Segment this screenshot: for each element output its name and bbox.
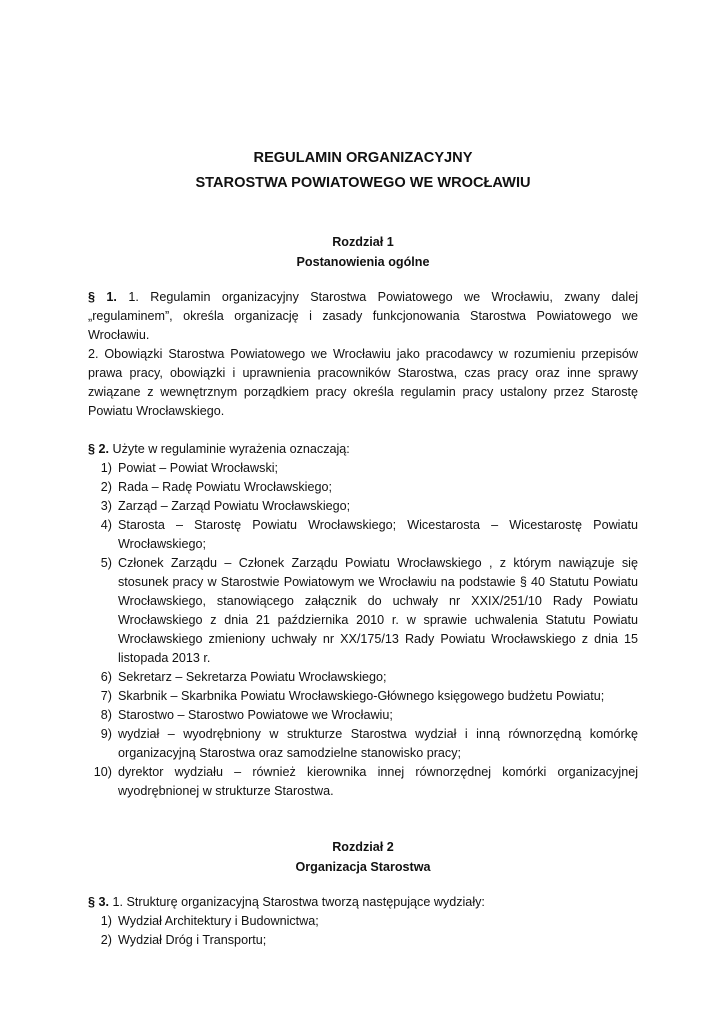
section-1-text-1: 1. Regulamin organizacyjny Starostwa Powiatowego we Wrocławiu, zwany dalej „regulaminem”, określa organizację i zasady funkcjonowania Starostwa Powiatowego we Wrocławiu.: [88, 290, 638, 342]
list-item: 1) Powiat – Powiat Wrocławski;: [100, 461, 279, 475]
list-item: 2) Wydział Dróg i Transportu;: [100, 933, 267, 947]
section-1-paragraph-1: [88, 288, 638, 345]
chapter-1-heading: [88, 232, 638, 272]
list-item: 3) Zarząd – Zarząd Powiatu Wrocławskiego;: [100, 499, 351, 513]
section-1-mark: § 1.: [88, 290, 117, 304]
definitions-list: [88, 459, 638, 801]
title-line-2: STAROSTWA POWIATOWEGO WE WROCŁAWIU: [195, 175, 531, 191]
section-2: [88, 440, 638, 801]
section-2-mark: § 2.: [88, 442, 110, 456]
section-3: [88, 893, 638, 950]
chapter-1-name: Postanowienia ogólne: [296, 255, 430, 269]
departments-list: [88, 912, 638, 950]
list-item: 7) Skarbnik – Skarbnika Powiatu Wrocławskiego-Głównego księgowego budżetu Powiatu;: [100, 689, 605, 703]
section-1-paragraph-2: 2. Obowiązki Starostwa Powiatowego we Wrocławiu jako pracodawcy w rozumieniu przepisów prawa pracy, obowiązki i uprawnienia pracowników Starostwa, czas pracy oraz inne sprawy związane z wewnętrznym porządkiem pracy określa regulamin pracy ustalony przez Starostę Powiatu Wrocławskiego.: [88, 347, 638, 418]
section-1: [88, 288, 638, 421]
list-item: 4) Starosta – Starostę Powiatu Wrocławskiego; Wicestarosta – Wicestarostę Powiatu Wrocławskiego;: [100, 518, 638, 551]
list-item: 5) Członek Zarządu – Członek Zarządu Powiatu Wrocławskiego , z którym nawiązuje się stosunek pracy w Starostwie Powiatowym we Wrocławiu na podstawie § 40 Statutu Powiatu Wrocławskiego, stanowiącego załącznik do uchwały nr XXIX/251/10 Rady Powiatu Wrocławskiego z dnia 21 października 2010 r. w sprawie uchwalenia Statutu Powiatu Wrocławskiego zmieniony uchwały nr XX/175/13 Rady Powiatu Wrocławskiego z dnia 15 listopada 2013 r.: [100, 556, 638, 665]
chapter-2-label: Rozdział 2: [332, 840, 394, 854]
list-item: 6) Sekretarz – Sekretarza Powiatu Wrocławskiego;: [100, 670, 387, 684]
list-item: 8) Starostwo – Starostwo Powiatowe we Wrocławiu;: [100, 708, 393, 722]
list-item: 1) Wydział Architektury i Budownictwa;: [100, 914, 319, 928]
document-title: [88, 146, 638, 196]
section-2-intro-text: Użyte w regulaminie wyrażenia oznaczają:: [109, 442, 350, 456]
chapter-1-label: Rozdział 1: [332, 235, 394, 249]
list-item: 2) Rada – Radę Powiatu Wrocławskiego;: [100, 480, 332, 494]
list-item: 10) dyrektor wydziału – również kierownika innej równorzędnej komórki organizacyjnej wyodrębnionej w strukturze Starostwa.: [93, 765, 638, 798]
document-body: [88, 146, 638, 950]
section-2-intro: [88, 440, 638, 459]
chapter-2-heading: [88, 837, 638, 877]
list-item: 9) wydział – wyodrębniony w strukturze Starostwa wydział i inną równorzędną komórkę organizacyjną Starostwa oraz samodzielne stanowisko pracy;: [100, 727, 638, 760]
section-3-mark: § 3.: [88, 895, 110, 909]
chapter-2-name: Organizacja Starostwa: [295, 860, 431, 874]
title-line-1: REGULAMIN ORGANIZACYJNY: [253, 150, 473, 166]
section-3-intro: [88, 893, 638, 912]
section-3-intro-text: 1. Strukturę organizacyjną Starostwa tworzą następujące wydziały:: [109, 895, 485, 909]
